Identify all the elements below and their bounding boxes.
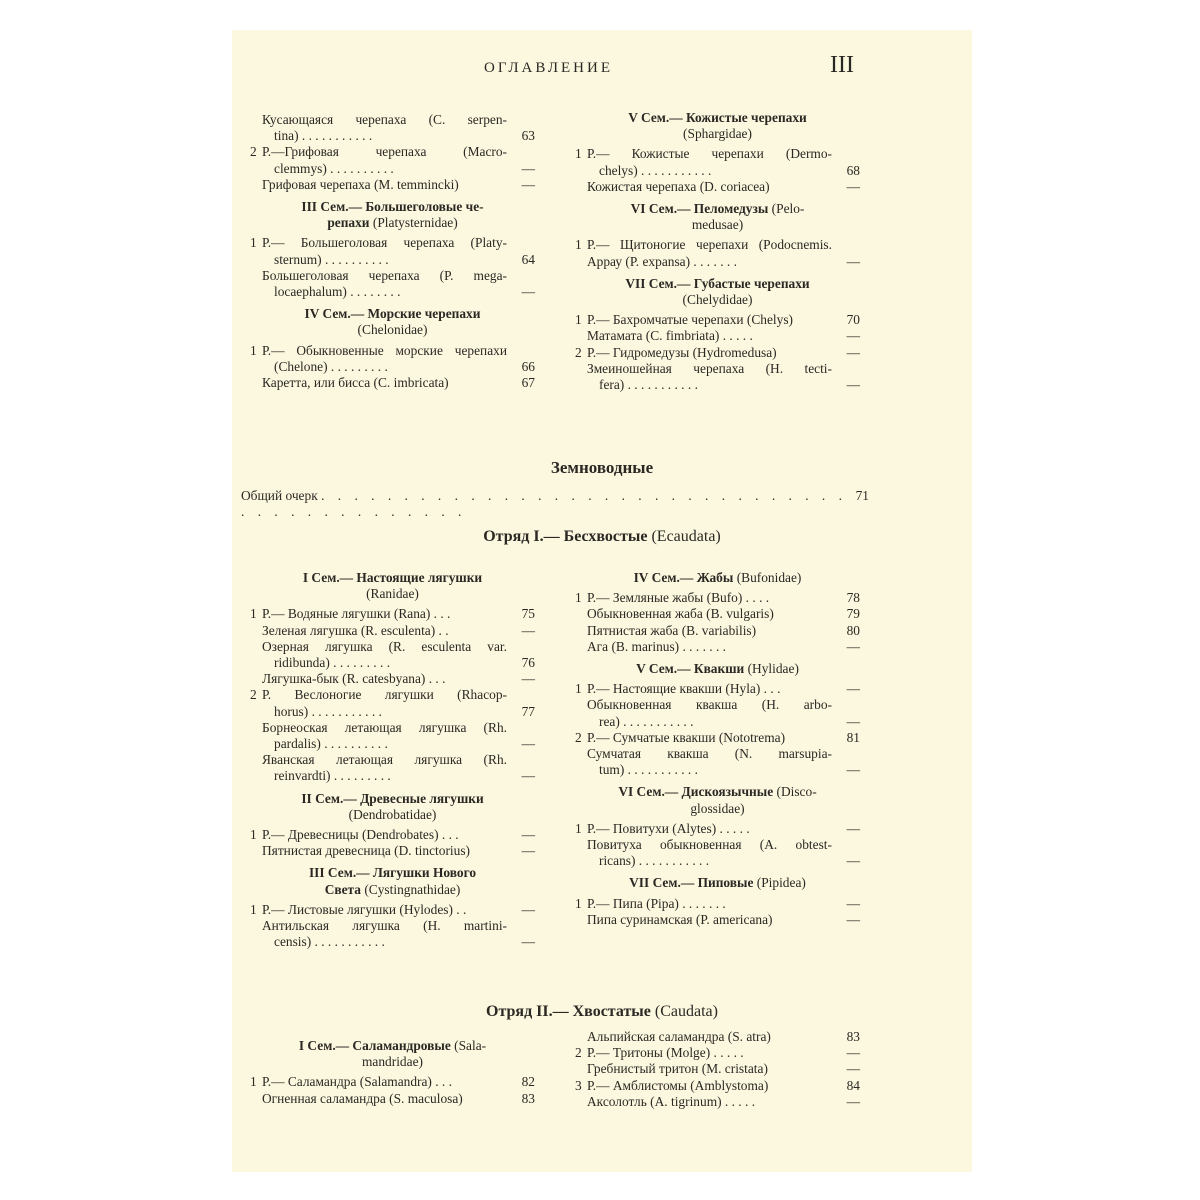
toc-entry-text: Р.— Пипа (Pipa) . . . . . . . [587,895,726,911]
toc-entry-text: (Chelone) . . . . . . . . . [274,358,388,374]
toc-entry [250,161,535,177]
toc-entry [250,359,535,375]
toc-page-number: 80 [846,622,860,638]
genus-number: 1 [575,590,582,606]
toc-page-number: 83 [521,1090,535,1106]
toc-page-number: 76 [521,655,535,671]
toc-entry [250,343,535,359]
toc-entry [575,714,860,730]
toc-entry-text: Зеленая лягушка (R. esculenta) . . [262,622,449,638]
toc-entry-text: Р.— Настоящие квакши (Hyla) . . . [587,681,781,697]
toc-entry-text: Р.— Щитоногие черепахи (Podocnemis. [587,237,832,253]
toc-entry [250,144,535,160]
toc-page-number: — [846,762,860,778]
toc-entry-text: Яванская летающая лягушка (Rh. [262,752,507,768]
toc-group [250,827,535,859]
toc-entry [575,606,860,622]
toc-page-number: — [846,638,860,654]
toc-entry [250,639,535,655]
toc-entry-text: Кожистая черепаха (D. coriacea) [587,178,770,194]
toc-group [575,312,860,393]
section-title: Земноводные [550,458,654,477]
toc-page-number: — [846,820,860,836]
toc-entry [575,179,860,195]
toc-entry-text: Р.— Повитухи (Alytes) . . . . . [587,820,750,836]
toc-page-number: 70 [846,312,860,328]
toc-entry-text: sternum) . . . . . . . . . . [274,251,389,267]
toc-entry [250,655,535,671]
toc-entry-text: Ага (B. marinus) . . . . . . . [587,638,727,654]
toc-entry-text: ridibunda) . . . . . . . . . [274,655,391,671]
toc-group [250,902,535,951]
family-heading: IV Сем.— Жабы (Bufonidae) [633,570,802,585]
toc-entry [575,1029,860,1045]
toc-entry [250,623,535,639]
toc-entry-text: Р.— Сумчатые квакши (Nototrema) [587,729,786,745]
toc-group [575,237,860,269]
toc-page-number: 64 [521,251,535,267]
toc-page-number: — [846,681,860,697]
toc-page-number: — [846,713,860,729]
toc-entry-text: Р.— Листовые лягушки (Hylodes) . . [262,901,467,917]
toc-page-number: 68 [846,162,860,178]
toc-page-number: 79 [846,606,860,622]
genus-number: 2 [575,344,582,360]
toc-entry-text: ricans) . . . . . . . . . . . [599,853,710,869]
toc-entry [250,768,535,784]
toc-page-number: 75 [521,606,535,622]
toc-entry-text: Сумчатая квакша (N. marsupia- [587,746,832,762]
toc-entry [250,752,535,768]
toc-page-number: — [846,1045,860,1061]
toc-entry [575,163,860,179]
toc-entry-text: pardalis) . . . . . . . . . . [274,736,388,752]
toc-entry-text: Р.— Обыкновенные морские черепахи [262,342,507,358]
toc-entry-text: horus) . . . . . . . . . . . [274,703,382,719]
family-heading: III Сем.— Лягушки Нового Света (Cystingnathidae) [308,865,477,897]
toc-entry [575,312,860,328]
toc-entry-text: Р.— Кожистые черепахи (Dermo- [587,146,832,162]
toc-entry-text: reinvardti) . . . . . . . . . [274,768,391,784]
toc-entry [575,730,860,746]
family-heading: VI Сем.— Пеломедузы (Pelo- medusae) [630,201,805,233]
toc-entry-text: tum) . . . . . . . . . . . [599,762,698,778]
toc-entry-text: Пипа суринамская (P. americana) [587,911,773,927]
toc-entry [250,268,535,284]
toc-page-number: — [521,843,535,859]
toc-entry [575,1078,860,1094]
toc-entry [250,902,535,918]
toc-entry-text: Аксолотль (A. tigrinum) . . . . . [587,1093,756,1109]
toc-entry [250,1074,535,1090]
toc-entry-text: rea) . . . . . . . . . . . [599,713,694,729]
toc-page-number: 78 [846,590,860,606]
toc-entry-text: Р.— Древесницы (Dendrobates) . . . [262,827,459,843]
toc-group [575,821,860,870]
family-heading: V Сем.— Кожистые черепахи (Sphargidae) [628,110,807,142]
toc-entry [250,827,535,843]
toc-entry-text: Пятнистая жаба (B. variabilis) [587,622,757,638]
toc-entry-text: Гребнистый тритон (M. cristata) [587,1061,768,1077]
toc-page-number: 77 [521,703,535,719]
toc-entry-text: Альпийская саламандра (S. atra) [587,1029,771,1044]
toc-group [575,896,860,928]
toc-page-number: 67 [521,375,535,391]
toc-entry [250,235,535,251]
toc-group [250,235,535,300]
toc-entry-text: Борнеоская летающая лягушка (Rh. [262,719,507,735]
toc-entry-text: Пятнистая древесница (D. tinctorius) [262,843,470,859]
toc-page-number: 84 [846,1077,860,1093]
toc-entry-text: Р.— Тритоны (Molge) . . . . . [587,1045,744,1061]
toc-entry [575,361,860,377]
toc-entry-text: chelys) . . . . . . . . . . . [599,162,712,178]
toc-entry [575,821,860,837]
toc-entry-text: tina) . . . . . . . . . . . [274,128,373,144]
toc-entry-text: Р.— Земляные жабы (Bufo) . . . . [587,590,770,606]
toc-page-number: — [846,377,860,393]
genus-number: 1 [250,342,257,358]
toc-entry-text: Р.— Саламандра (Salamandra) . . . [262,1074,452,1090]
genus-number: 1 [575,895,582,911]
toc-group [250,112,535,193]
family-heading: I Сем.— Настоящие лягушки (Ranidae) [302,570,483,602]
toc-entry-text: Р.— Бахромчатые черепахи (Chelys) [587,312,794,328]
order-heading: Отряд II.— Хвостатые (Caudata) [486,1003,718,1020]
genus-number: 3 [575,1077,582,1093]
toc-entry-text: Огненная саламандра (S. maculosa) [262,1090,463,1106]
toc-page-number: — [846,853,860,869]
genus-number: 1 [575,681,582,697]
toc-page-number: 63 [521,128,535,144]
toc-entry-text: Р.—Грифовая черепаха (Macro- [262,144,507,160]
toc-page-number: — [521,827,535,843]
genus-number: 1 [250,235,257,251]
toc-entry [575,237,860,253]
toc-page-number: — [521,160,535,176]
toc-entry [575,853,860,869]
toc-entry [575,912,860,928]
toc-group [250,343,535,392]
toc-entry-text: Большеголовая черепаха (P. mega- [262,267,507,283]
toc-entry-text: clemmys) . . . . . . . . . . [274,160,394,176]
toc-entry [250,252,535,268]
family-heading: I Сем.— Саламандровые (Sala- mandridae) [298,1038,487,1070]
toc-entry [250,1091,535,1107]
toc-column-turtles-right [575,110,860,393]
toc-entry-general: Общий очерк . . . . . . . . . . . . . . . . . . . . . . . . . . . . . . . . . . . . . . . . . . . . . . 71 [241,488,869,519]
toc-entry-text: locaephalum) . . . . . . . . [274,284,401,300]
toc-entry [575,697,860,713]
toc-entry [575,328,860,344]
toc-entry [575,254,860,270]
toc-entry [575,746,860,762]
toc-group [250,606,535,784]
toc-page-number: — [846,253,860,269]
genus-number: 1 [250,827,257,843]
toc-group [250,1074,535,1106]
toc-column-turtles-left [250,112,535,391]
toc-page-number: — [846,911,860,927]
toc-page-number: — [521,736,535,752]
toc-entry [575,377,860,393]
toc-entry [250,177,535,193]
family-heading: VI Сем.— Дискоязычные (Disco- glossidae) [618,784,817,816]
toc-entry [575,681,860,697]
toc-entry [575,590,860,606]
toc-entry [575,345,860,361]
toc-entry-text: Повитуха обыкновенная (A. obtest- [587,837,832,853]
genus-number: 1 [250,1074,257,1090]
toc-entry [250,736,535,752]
toc-entry [575,896,860,912]
toc-page-number: — [846,328,860,344]
family-heading: III Сем.— Большеголовые че- репахи (Platysternidae) [301,199,484,231]
toc-entry [250,284,535,300]
toc-page-number: 81 [846,729,860,745]
toc-entry-text: Грифовая черепаха (M. temmincki) [262,176,459,192]
toc-entry-text: Р.— Водяные лягушки (Rana) . . . [262,606,451,622]
toc-entry-text: fera) . . . . . . . . . . . [599,377,698,393]
genus-number: 2 [575,1045,582,1061]
toc-entry-text: Змеиношейная черепаха (H. tecti- [587,360,832,376]
toc-page-number: 66 [521,358,535,374]
toc-page-number: — [521,901,535,917]
toc-entry [250,934,535,950]
toc-column-caudata-left [250,1038,535,1107]
toc-entry-text: Кусающаяся черепаха (C. serpen- [262,112,507,127]
toc-group [575,681,860,778]
toc-entry [250,128,535,144]
family-heading: VII Сем.— Пиповые (Pipidea) [629,875,806,891]
toc-page-number: — [846,895,860,911]
toc-entry-text: Каретта, или бисса (C. imbricata) [262,375,449,391]
toc-entry [250,687,535,703]
toc-entry [575,837,860,853]
toc-entry [575,1094,860,1110]
toc-entry-text: Аррау (P. expansa) . . . . . . . [587,253,737,269]
toc-group [575,590,860,655]
toc-entry [250,720,535,736]
toc-entry [250,704,535,720]
toc-group [575,1029,860,1110]
toc-page-number: — [521,284,535,300]
order-heading: Отряд I.— Бесхвостые (Ecaudata) [483,528,721,545]
genus-number: 2 [575,729,582,745]
toc-page-number: 82 [521,1074,535,1090]
toc-entry-text: Р.— Амблистомы (Amblystoma) [587,1077,769,1093]
genus-number: 2 [250,144,257,160]
toc-page-number: — [521,671,535,687]
toc-entry [575,146,860,162]
toc-entry [250,671,535,687]
toc-entry [250,843,535,859]
toc-entry-text: Антильская лягушка (H. martini- [262,918,507,934]
family-heading: V Сем.— Квакши (Hylidae) [636,661,799,677]
toc-page-number: — [521,934,535,950]
genus-number: 1 [250,606,257,622]
toc-column-frogs-left [250,570,535,950]
family-heading: IV Сем.— Морские черепахи (Chelonidae) [304,306,481,338]
toc-column-frogs-right [575,570,860,928]
toc-page-number: — [846,344,860,360]
toc-entry-text: Р.— Большеголовая черепаха (Platy- [262,235,507,251]
toc-entry-text: Матамата (C. fimbriata) . . . . . [587,328,753,344]
toc-entry-text: censis) . . . . . . . . . . . [274,934,385,950]
toc-entry [250,375,535,391]
toc-entry [250,112,535,128]
page-number: III [830,52,854,78]
toc-entry-text: Обыкновенная квакша (H. arbo- [587,697,832,713]
genus-number: 1 [575,146,582,162]
toc-entry [575,639,860,655]
toc-page-number: — [846,1093,860,1109]
toc-page-number: — [521,768,535,784]
toc-entry [575,623,860,639]
genus-number: 1 [575,237,582,253]
toc-page-number: — [846,178,860,194]
toc-group [575,146,860,195]
toc-entry-text: Р. Веслоногие лягушки (Rhacop- [262,687,507,703]
genus-number: 1 [250,901,257,917]
toc-entry-text: Обыкновенная жаба (B. vulgaris) [587,606,774,622]
genus-number: 2 [250,687,257,703]
toc-entry [575,1045,860,1061]
family-heading: VII Сем.— Губастые черепахи (Chelydidae) [625,275,810,308]
toc-page-number: — [521,176,535,192]
genus-number: 1 [575,820,582,836]
running-title: ОГЛАВЛЕНИЕ [484,60,613,76]
toc-entry [250,606,535,622]
toc-entry [575,1061,860,1077]
toc-page-number: 83 [846,1029,860,1044]
genus-number: 1 [575,312,582,328]
toc-entry-text: Лягушка-бык (R. catesbyana) . . . [262,671,446,687]
toc-entry [575,762,860,778]
toc-page-number: — [521,622,535,638]
toc-entry [250,918,535,934]
toc-column-caudata-right [575,1029,860,1110]
toc-entry-text: Р.— Гидромедузы (Hydromedusa) [587,344,777,360]
family-heading: II Сем.— Древесные лягушки (Dendrobatidae) [301,790,484,822]
toc-page-number: — [846,1061,860,1077]
toc-entry-text: Озерная лягушка (R. esculenta var. [262,638,507,654]
